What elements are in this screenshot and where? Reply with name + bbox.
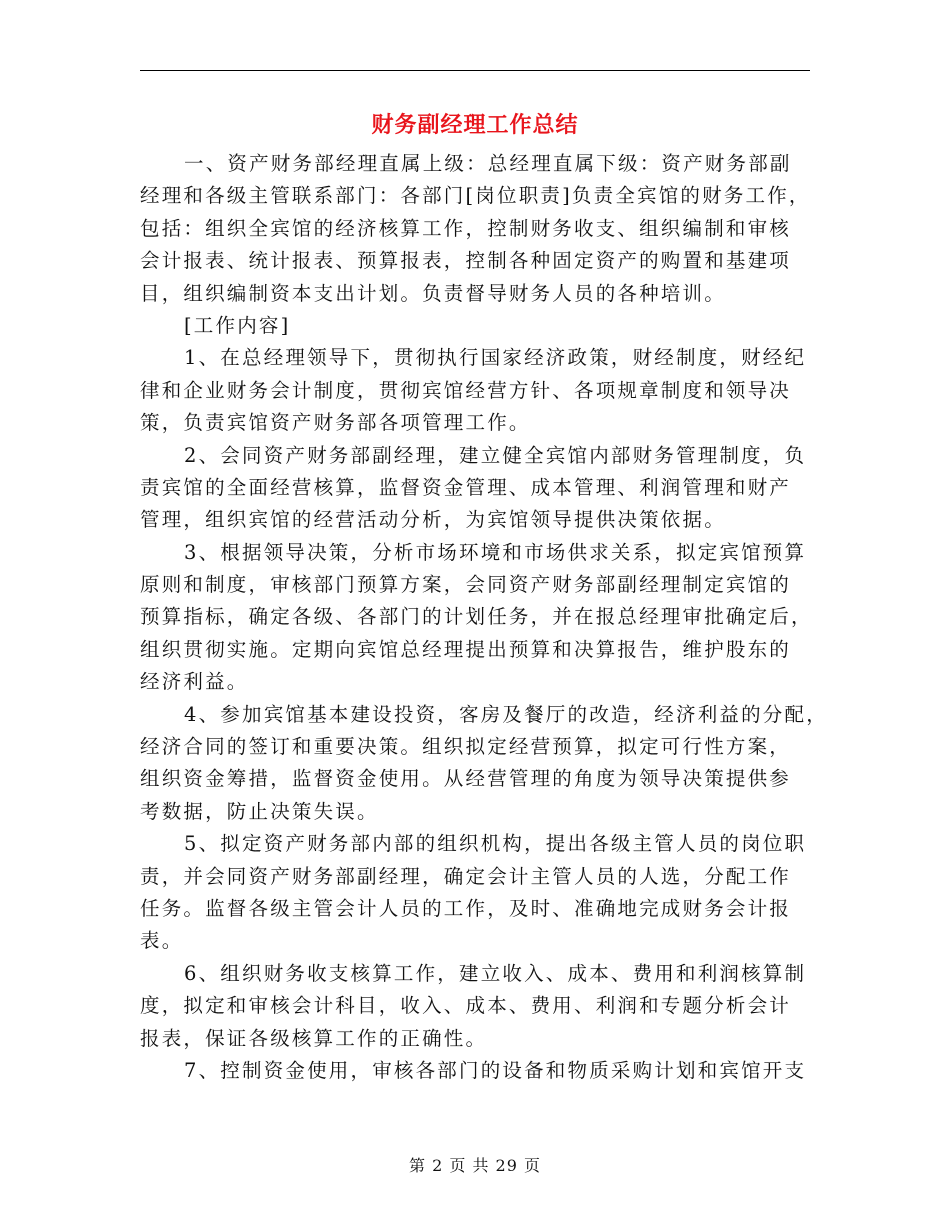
body-line: 经济利益。 [140, 670, 249, 694]
body-line: 会计报表、统计报表、预算报表，控制各种固定资产的购置和基建项 [140, 249, 792, 273]
body-line: 4、参加宾馆基本建设投资，客房及餐厅的改造，经济利益的分配， [184, 702, 828, 726]
body-line: 7、控制资金使用，审核各部门的设备和物质采购计划和宾馆开支 [184, 1058, 807, 1082]
body-line: 3、根据领导决策，分析市场环境和市场供求关系，拟定宾馆预算 [184, 540, 807, 564]
body-line: 律和企业财务会计制度，贯彻宾馆经营方针、各项规章制度和领导决 [140, 378, 792, 402]
body-line: 经理和各级主管联系部门：各部门[岗位职责]负责全宾馆的财务工作， [140, 184, 811, 208]
body-line: 管理，组织宾馆的经营活动分析，为宾馆领导提供决策依据。 [140, 508, 726, 532]
body-line: 组织资金筹措，监督资金使用。从经营管理的角度为领导决策提供参 [140, 767, 792, 791]
page-number: 第 2 页 共 29 页 [409, 1156, 541, 1175]
body-line: 组织贯彻实施。定期向宾馆总经理提出预算和决算报告，维护股东的 [140, 637, 792, 661]
body-line: 责，并会同资产财务部副经理，确定会计主管人员的人选，分配工作 [140, 864, 792, 888]
body-line: 目，组织编制资本支出计划。负责督导财务人员的各种培训。 [140, 281, 726, 305]
body-line: 策，负责宾馆资产财务部各项管理工作。 [140, 411, 531, 435]
body-line: 5、拟定资产财务部内部的组织机构，提出各级主管人员的岗位职 [184, 832, 807, 856]
body-line: 包括：组织全宾馆的经济核算工作，控制财务收支、组织编制和审核 [140, 216, 792, 240]
body-line: 表。 [140, 929, 184, 953]
body-line: 任务。监督各级主管会计人员的工作，及时、准确地完成财务会计报 [140, 896, 792, 920]
body-line: 度，拟定和审核会计科目，收入、成本、费用、利润和专题分析会计 [140, 994, 792, 1018]
body-line: 一、资产财务部经理直属上级：总经理直属下级：资产财务部副 [184, 152, 792, 175]
body-line: 报表，保证各级核算工作的正确性。 [140, 1026, 488, 1050]
body-line: 1、在总经理领导下，贯彻执行国家经济政策，财经制度，财经纪 [184, 346, 807, 370]
body-line: 考数据，防止决策失误。 [140, 799, 379, 823]
document-title: 财务副经理工作总结 [371, 112, 579, 138]
body-line: 原则和制度，审核部门预算方案，会同资产财务部副经理制定宾馆的 [140, 573, 792, 597]
body-line: 2、会同资产财务部副经理，建立健全宾馆内部财务管理制度，负 [184, 443, 807, 467]
body-line: 6、组织财务收支核算工作，建立收入、成本、费用和利润核算制 [184, 961, 807, 985]
body-line: 责宾馆的全面经营核算，监督资金管理、成本管理、利润管理和财产 [140, 475, 792, 499]
header-rule [140, 70, 810, 71]
section-heading: [工作内容] [184, 313, 291, 337]
document-body [140, 148, 828, 1087]
body-line: 经济合同的签订和重要决策。组织拟定经营预算，拟定可行性方案， [140, 735, 792, 759]
body-line: 预算指标，确定各级、各部门的计划任务，并在报总经理审批确定后， [140, 605, 813, 629]
